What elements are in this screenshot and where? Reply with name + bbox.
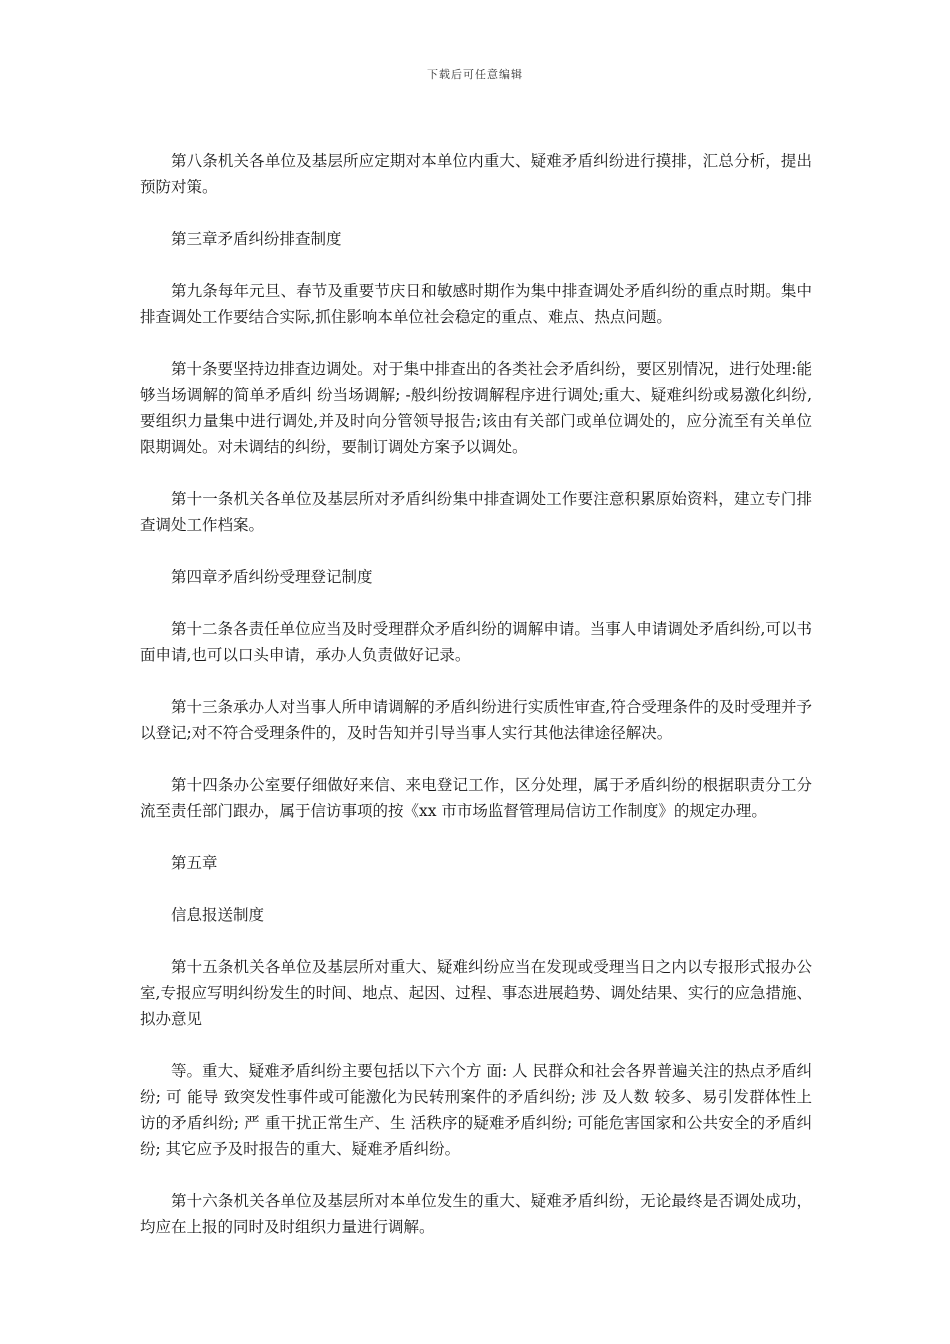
chapter-5-title: 信息报送制度 — [171, 906, 265, 924]
article-8: 第八条机关各单位及基层所应定期对本单位内重大、疑难矛盾纠纷进行摸排，汇总分析，提出预防对策。 — [140, 152, 812, 196]
article-12: 第十二条各责任单位应当及时受理群众矛盾纠纷的调解申请。当事人申请调处矛盾纠纷,可以书面申请,也可以口头申请，承办人负责做好记录。 — [140, 620, 812, 664]
article-15: 第十五条机关各单位及基层所对重大、疑难纠纷应当在发现或受理当日之内以专报形式报办公室,专报应写明纠纷发生的时间、地点、起因、过程、事态进展趋势、调处结果、实行的应急措施、拟办意见 — [140, 958, 812, 1028]
article-15-continued: 等。重大、疑难矛盾纠纷主要包括以下六个方 面: 人 民群众和社会各界普遍关注的热点矛盾纠纷; 可 能导 致突发性事件或可能激化为民转刑案件的矛盾纠纷; 涉 及人数 较多、易引发群体性上访的矛盾纠纷; 严 重干扰正常生产、生 活秩序的疑难矛盾纠纷; 可能危害国家和公共安全的矛盾纠纷; 其它应予及时报告的重大、疑难矛盾纠纷。 — [140, 1062, 812, 1158]
article-10: 第十条要坚持边排查边调处。对于集中排查出的各类社会矛盾纠纷，要区别情况，进行处理:能够当场调解的简单矛盾纠 纷当场调解; -般纠纷按调解程序进行调处;重大、疑难纠纷或易激化纠纷,要组织力量集中进行调处,并及时向分管领导报告;该由有关部门或单位调处的，应分流至有关单位限期调处。对未调结的纠纷，要制订调处方案予以调处。 — [140, 360, 812, 456]
article-13: 第十三条承办人对当事人所申请调解的矛盾纠纷进行实质性审查,符合受理条件的及时受理并予以登记;对不符合受理条件的，及时告知并引导当事人实行其他法律途径解决。 — [140, 698, 812, 742]
document-body — [140, 148, 812, 1266]
chapter-3-heading: 第三章矛盾纠纷排查制度 — [171, 230, 342, 248]
article-16: 第十六条机关各单位及基层所对本单位发生的重大、疑难矛盾纠纷，无论最终是否调处成功，均应在上报的同时及时组织力量进行调解。 — [140, 1192, 812, 1236]
article-11: 第十一条机关各单位及基层所对矛盾纠纷集中排查调处工作要注意积累原始资料，建立专门排查调处工作档案。 — [140, 490, 812, 534]
article-9: 第九条每年元旦、春节及重要节庆日和敏感时期作为集中排查调处矛盾纠纷的重点时期。集中排查调处工作要结合实际,抓住影响本单位社会稳定的重点、难点、热点问题。 — [140, 282, 812, 326]
article-14: 第十四条办公室要仔细做好来信、来电登记工作，区分处理，属于矛盾纠纷的根据职责分工分流至责任部门跟办，属于信访事项的按《xx 市市场监督管理局信访工作制度》的规定办理。 — [140, 776, 812, 820]
chapter-4-heading: 第四章矛盾纠纷受理登记制度 — [171, 568, 373, 586]
chapter-5-heading: 第五章 — [171, 854, 218, 872]
page-header-note: 下载后可任意编辑 — [427, 68, 523, 81]
